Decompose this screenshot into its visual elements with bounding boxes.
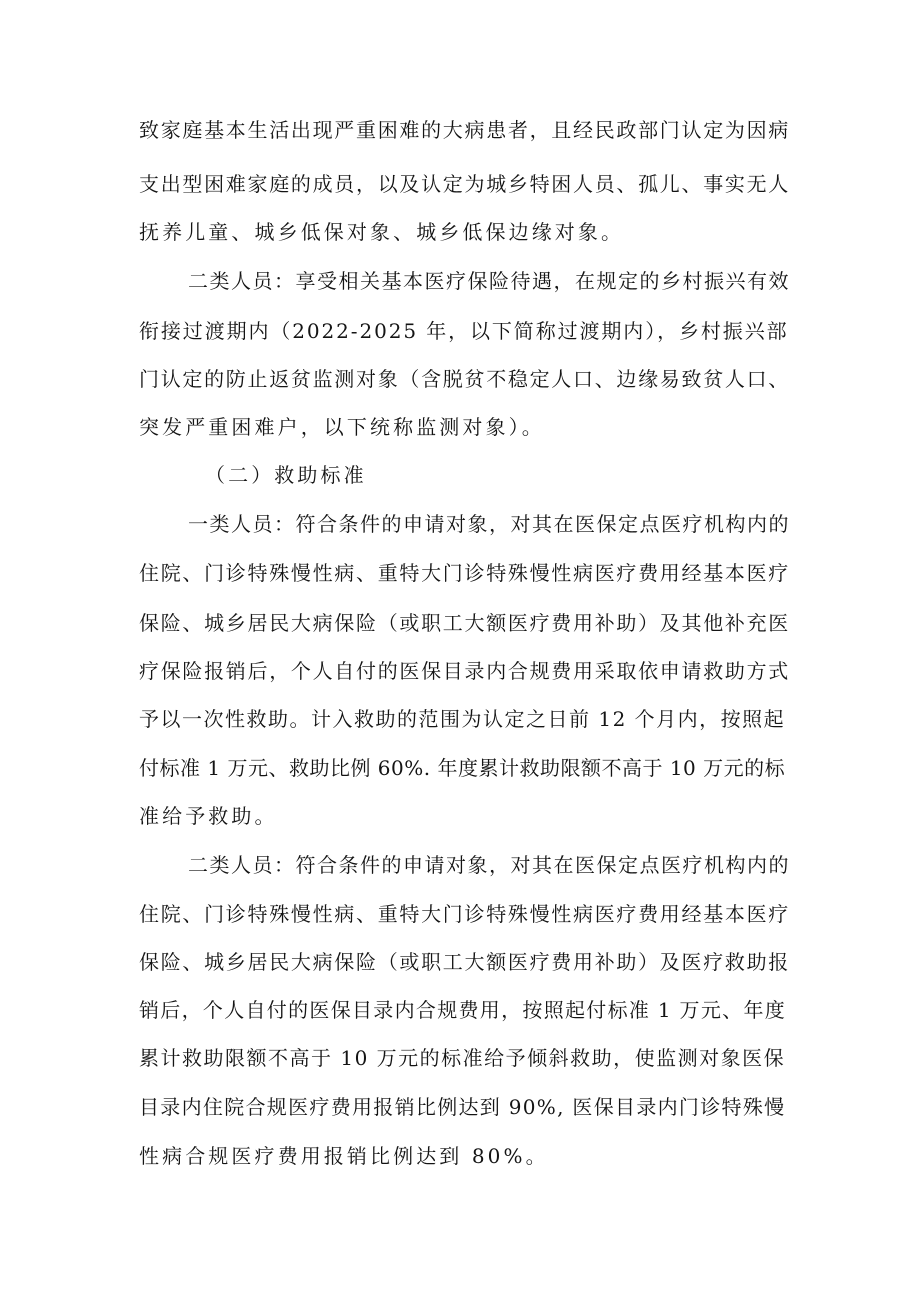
text-line-11: 保险、城乡居民大病保险（或职工大额医疗费用补助）及其他补充医: [139, 611, 790, 635]
text-line-3: 抚养儿童、城乡低保对象、城乡低保边缘对象。: [139, 220, 625, 244]
text-line-5: 衔接过渡期内（2022-2025 年，以下简称过渡期内），乡村振兴部: [139, 319, 789, 343]
text-line-20: 累计救助限额不高于 10 万元的标准给予倾斜救助，使监测对象医保: [139, 1046, 786, 1070]
text-line-12: 疗保险报销后，个人自付的医保目录内合规费用采取依申请救助方式: [139, 659, 790, 683]
text-line-4: 二类人员：享受相关基本医疗保险待遇，在规定的乡村振兴有效: [188, 269, 790, 293]
text-line-9: 一类人员：符合条件的申请对象，对其在医保定点医疗机构内的: [188, 512, 790, 536]
text-line-16: 二类人员：符合条件的申请对象，对其在医保定点医疗机构内的: [188, 853, 790, 877]
text-line-19: 销后，个人自付的医保目录内合规费用，按照起付标准 1 万元、年度: [139, 998, 787, 1022]
text-line-15: 准给予救助。: [139, 804, 278, 828]
text-line-2: 支出型困难家庭的成员，以及认定为城乡特困人员、孤儿、事实无人: [139, 172, 790, 196]
text-line-21: 目录内住院合规医疗费用报销比例达到 90%, 医保目录内门诊特殊慢: [139, 1095, 786, 1119]
section-heading: （二）救助标准: [205, 463, 367, 487]
text-line-1: 致家庭基本生活出现严重困难的大病患者，且经民政部门认定为因病: [139, 118, 790, 142]
text-line-18: 保险、城乡居民大病保险（或职工大额医疗费用补助）及医疗救助报: [139, 950, 790, 974]
text-line-7: 突发严重困难户，以下统称监测对象）。: [139, 415, 545, 439]
text-line-14: 付标准 1 万元、救助比例 60%. 年度累计救助限额不高于 10 万元的标: [139, 756, 786, 780]
text-line-17: 住院、门诊特殊慢性病、重特大门诊特殊慢性病医疗费用经基本医疗: [139, 902, 790, 926]
text-line-10: 住院、门诊特殊慢性病、重特大门诊特殊慢性病医疗费用经基本医疗: [139, 561, 790, 585]
text-line-13: 予以一次性救助。计入救助的范围为认定之日前 12 个月内，按照起: [139, 707, 786, 731]
text-line-6: 门认定的防止返贫监测对象（含脱贫不稳定人口、边缘易致贫人口、: [139, 367, 790, 391]
text-line-22: 性病合规医疗费用报销比例达到 80%。: [139, 1144, 549, 1168]
